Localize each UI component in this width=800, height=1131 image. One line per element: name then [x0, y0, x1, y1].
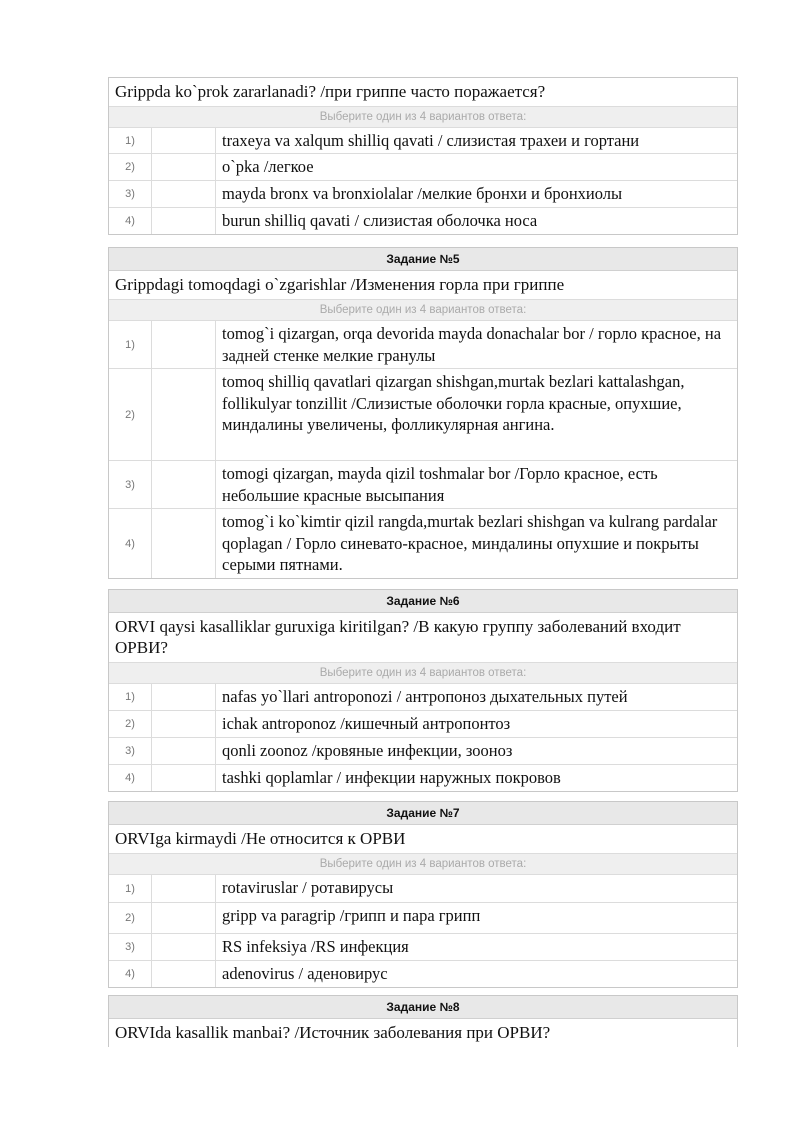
- answer-option[interactable]: [109, 961, 737, 987]
- option-select-cell[interactable]: [152, 738, 216, 764]
- option-select-cell[interactable]: [152, 208, 216, 234]
- option-number: 2): [109, 154, 152, 180]
- option-number: 3): [109, 934, 152, 960]
- option-text: adenovirus / аденовирус: [222, 964, 388, 983]
- question-text: Grippda ko`prok zararlanadi? /при гриппе часто поражается?: [109, 78, 737, 107]
- option-text: burun shilliq qavati / слизистая оболочка носа: [222, 211, 538, 230]
- task-header: Задание №5: [109, 248, 737, 271]
- answer-option[interactable]: [109, 684, 737, 711]
- answer-option[interactable]: [109, 208, 737, 234]
- option-select-cell[interactable]: [152, 684, 216, 710]
- answer-option[interactable]: [109, 369, 737, 461]
- option-text: traxeya va xalqum shilliq qavati / слизистая трахеи и гортани: [222, 131, 640, 150]
- option-select-cell[interactable]: [152, 903, 216, 933]
- answer-option[interactable]: [109, 128, 737, 154]
- answer-option[interactable]: [109, 181, 737, 208]
- answer-hint: Выберите один из 4 вариантов ответа:: [109, 107, 737, 128]
- task-8: [108, 995, 738, 1047]
- option-select-cell[interactable]: [152, 321, 216, 368]
- task-header: Задание №6: [109, 590, 737, 613]
- option-select-cell[interactable]: [152, 461, 216, 508]
- option-select-cell[interactable]: [152, 509, 216, 578]
- question-text: ORVI qaysi kasalliklar guruxiga kiritilgan? /В какую группу заболеваний входит ОРВИ?: [109, 613, 737, 663]
- option-number: 2): [109, 369, 152, 460]
- answer-hint: Выберите один из 4 вариантов ответа:: [109, 300, 737, 321]
- option-text: qonli zoonoz /кровяные инфекции, зооноз: [222, 741, 513, 760]
- option-text: gripp va paragrip /грипп и пара грипп: [222, 906, 481, 925]
- option-number: 1): [109, 684, 152, 710]
- task-5: [108, 247, 738, 579]
- answer-option[interactable]: [109, 321, 737, 369]
- option-number: 4): [109, 765, 152, 791]
- option-text: ichak antroponoz /кишечный антропонтоз: [222, 714, 511, 733]
- option-text: RS infeksiya /RS инфекция: [222, 937, 409, 956]
- option-number: 1): [109, 321, 152, 368]
- task-7: [108, 801, 738, 988]
- option-text: mayda bronx va bronxiolalar /мелкие бронхи и бронхиолы: [222, 184, 623, 203]
- option-number: 3): [109, 461, 152, 508]
- option-select-cell[interactable]: [152, 961, 216, 987]
- option-number: 4): [109, 961, 152, 987]
- answer-option[interactable]: [109, 154, 737, 181]
- option-number: 2): [109, 903, 152, 933]
- answer-hint: Выберите один из 4 вариантов ответа:: [109, 854, 737, 875]
- task-header: Задание №8: [109, 996, 737, 1019]
- option-text: nafas yo`llari antroponozi / антропоноз дыхательных путей: [222, 687, 628, 706]
- answer-hint: Выберите один из 4 вариантов ответа:: [109, 663, 737, 684]
- option-select-cell[interactable]: [152, 934, 216, 960]
- option-select-cell[interactable]: [152, 369, 216, 460]
- option-select-cell[interactable]: [152, 875, 216, 902]
- option-number: 1): [109, 128, 152, 153]
- option-text: tomogi qizargan, mayda qizil toshmalar bor /Горло красное, есть небольшие красные высыпания: [222, 464, 658, 505]
- option-select-cell[interactable]: [152, 711, 216, 737]
- answer-option[interactable]: [109, 509, 737, 578]
- option-text: tomoq shilliq qavatlari qizargan shishgan,murtak bezlari kattalashgan, follikulyar tonzillit /Слизистые оболочки горла красные, опухшие, миндалины увеличены, фолликулярная ангина.: [222, 372, 685, 434]
- option-number: 2): [109, 711, 152, 737]
- option-number: 4): [109, 208, 152, 234]
- answer-option[interactable]: [109, 461, 737, 509]
- answer-option[interactable]: [109, 738, 737, 765]
- option-text: tomog`i ko`kimtir qizil rangda,murtak bezlari shishgan va kulrang pardalar qoplagan / Горло синевато-красное, миндалины опухшие и покрыты серыми пятнами.: [222, 512, 718, 574]
- option-text: tomog`i qizargan, orqa devorida mayda donachalar bor / горло красное, на задней стенке мелкие гранулы: [222, 324, 722, 365]
- answer-option[interactable]: [109, 765, 737, 791]
- option-number: 3): [109, 738, 152, 764]
- option-select-cell[interactable]: [152, 181, 216, 207]
- option-text: tashki qoplamlar / инфекции наружных покровов: [222, 768, 561, 787]
- question-text: ORVIda kasallik manbai? /Источник заболевания при ОРВИ?: [115, 1023, 551, 1042]
- task-6: [108, 589, 738, 792]
- answer-option[interactable]: [109, 711, 737, 738]
- option-number: 3): [109, 181, 152, 207]
- option-text: rotaviruslar / ротавирусы: [222, 878, 394, 897]
- answer-option[interactable]: [109, 934, 737, 961]
- task-header: Задание №7: [109, 802, 737, 825]
- task-4: [108, 77, 738, 235]
- option-number: 4): [109, 509, 152, 578]
- option-select-cell[interactable]: [152, 154, 216, 180]
- option-select-cell[interactable]: [152, 765, 216, 791]
- question-text: Grippdagi tomoqdagi o`zgarishlar /Изменения горла при гриппе: [109, 271, 737, 300]
- question-text: ORVIga kirmaydi /Не относится к ОРВИ: [109, 825, 737, 854]
- answer-option[interactable]: [109, 875, 737, 903]
- answer-option[interactable]: [109, 903, 737, 934]
- option-select-cell[interactable]: [152, 128, 216, 153]
- option-text: o`pka /легкое: [222, 157, 314, 176]
- option-number: 1): [109, 875, 152, 902]
